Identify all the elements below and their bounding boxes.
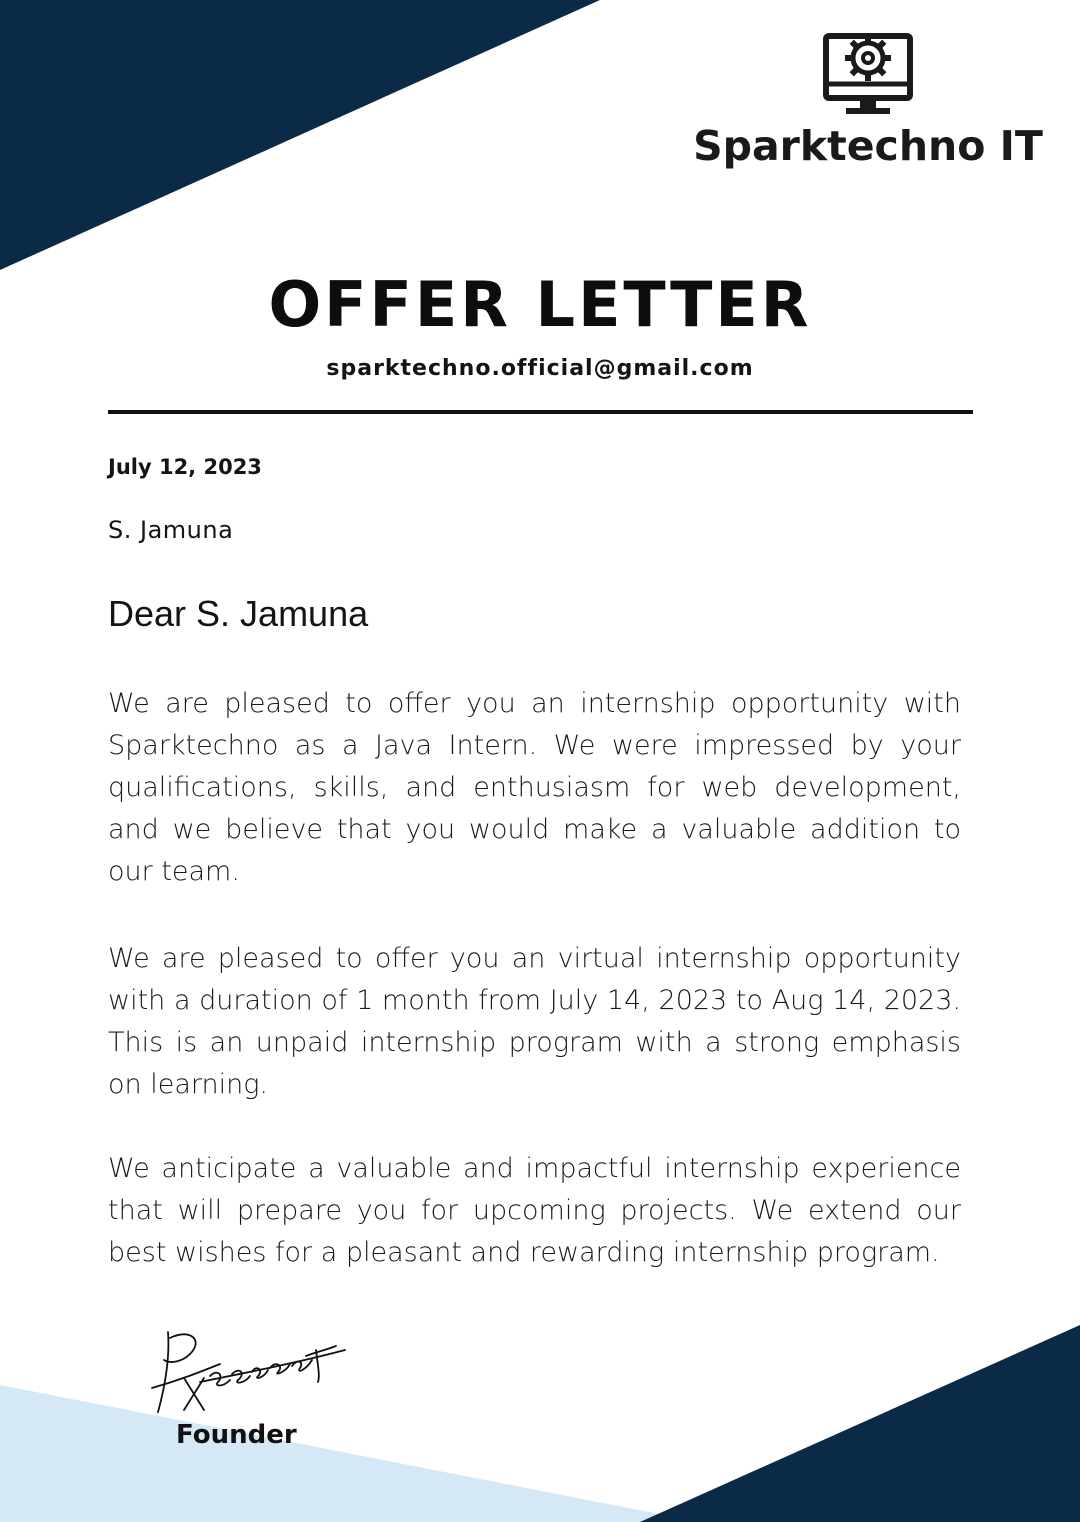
body-paragraph: We are pleased to offer you an internship opportunity with Sparktechno as a Java Intern. We were impressed by your qualifications, skills, and enthusiasm for web development, and we believe that you would make a valuable addition to our team.	[108, 688, 961, 887]
body-paragraph: We anticipate a valuable and impactful internship experience that will prepare you for upcoming projects. We extend our best wishes for a pleasant and rewarding internship program.	[108, 1153, 961, 1268]
signatory-role: Founder	[176, 1420, 297, 1450]
company-name: Sparktechno IT	[693, 122, 1043, 170]
body-paragraph: We are pleased to offer you an virtual internship opportunity with a duration of 1 month from July 14, 2023 to Aug 14, 2023. This is an unpaid internship program with a strong emphasis on learning.	[108, 943, 961, 1100]
letter-title: OFFER LETTER	[268, 268, 812, 341]
company-email: sparktechno.official@gmail.com	[326, 356, 754, 381]
company-logo	[680, 22, 1060, 182]
monitor-gear-icon	[820, 22, 916, 120]
recipient-name: S. Jamuna	[108, 516, 234, 544]
salutation: Dear S. Jamuna	[108, 593, 369, 634]
letter-date: July 12, 2023	[108, 455, 262, 479]
handwritten-signature	[140, 1320, 360, 1420]
header-divider	[108, 410, 973, 414]
top-left-navy-triangle	[0, 0, 600, 270]
bottom-right-navy-triangle	[640, 1325, 1080, 1522]
